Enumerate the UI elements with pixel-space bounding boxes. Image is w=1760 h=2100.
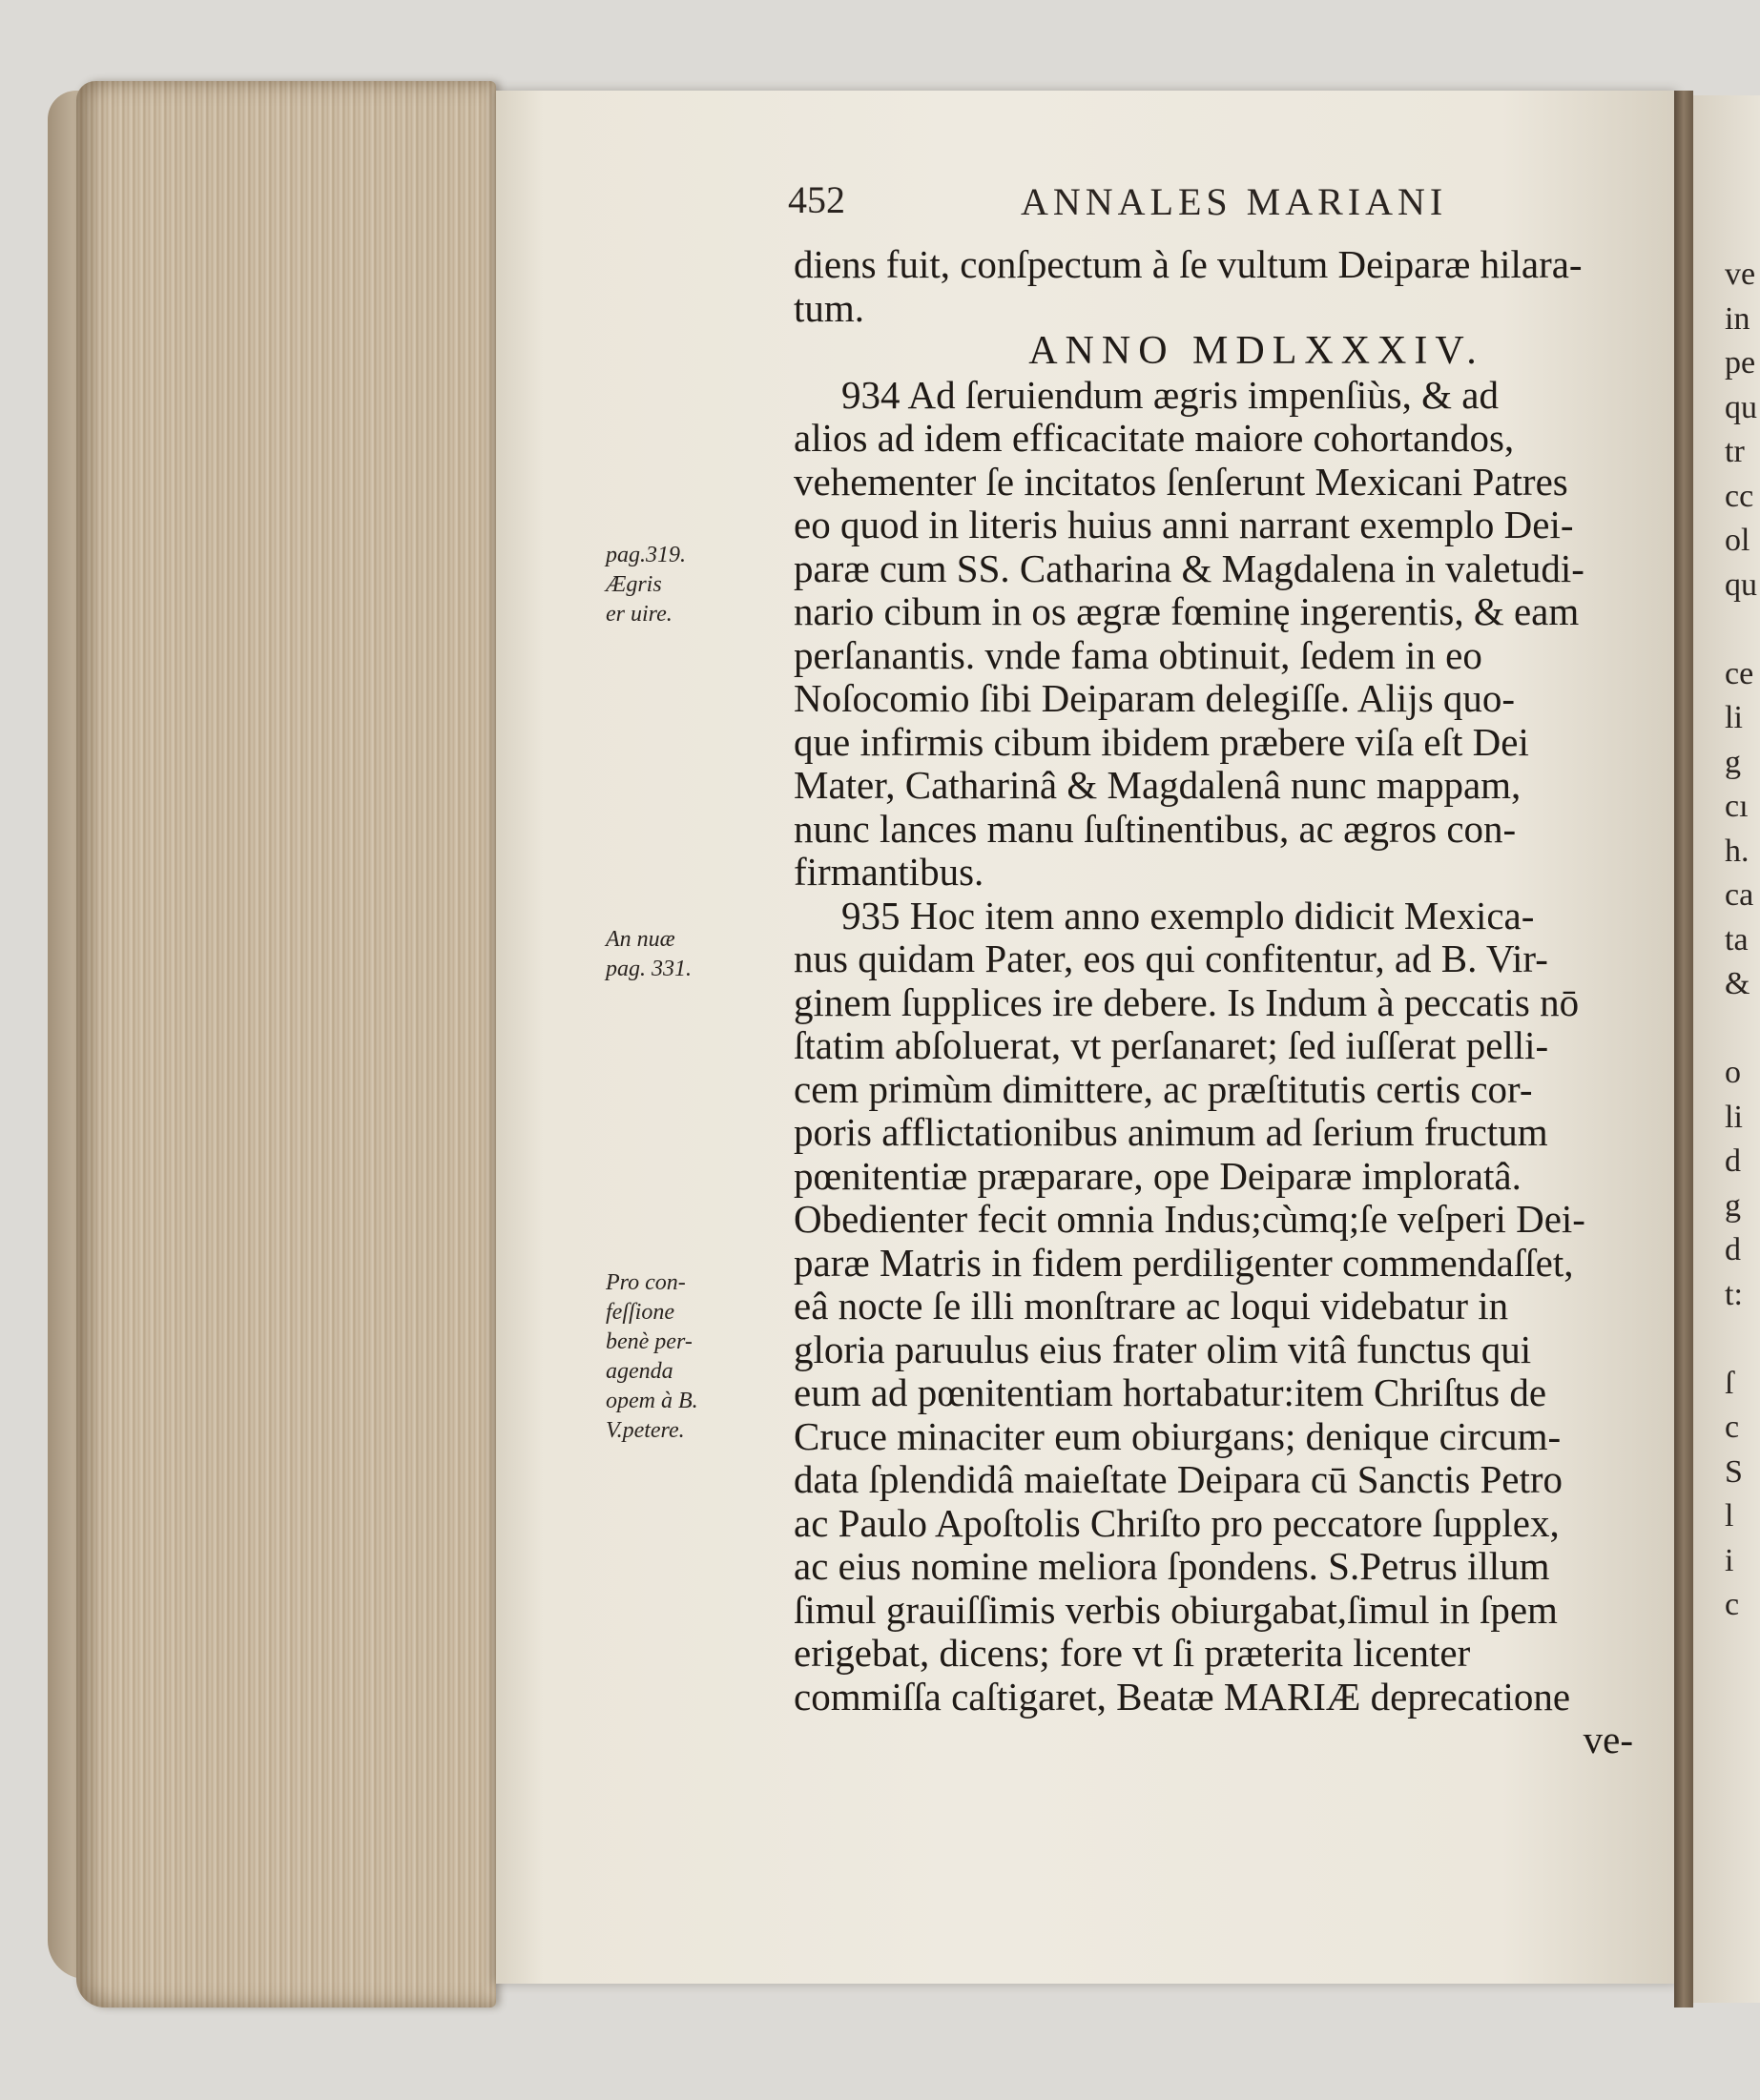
running-title: ANNALES MARIANI xyxy=(1021,180,1448,223)
text-line: vehementer ſe incitatos ſenſerunt Mexicani Patres xyxy=(794,459,1568,504)
right-page-fragment: h. xyxy=(1725,833,1750,869)
text-line: data ſplendidâ maieſtate Deipara cū Sanctis Petro xyxy=(794,1457,1563,1501)
margin-note-line: agenda xyxy=(606,1359,673,1384)
text-line: poris afflictationibus animum ad ſerium fructum xyxy=(794,1110,1548,1154)
right-page-fragment: ve xyxy=(1725,257,1756,292)
text-line: eo quod in literis huius anni narrant exemplo Dei- xyxy=(794,503,1574,546)
book-gutter xyxy=(1674,91,1693,2007)
margin-note-line: pag. 331. xyxy=(606,957,692,981)
text-line: pœnitentiæ præparare, ope Deiparæ imploratâ. xyxy=(794,1153,1522,1198)
right-page-fragment xyxy=(1725,607,1760,652)
page-number: 452 xyxy=(788,178,845,221)
right-page-fragment: cı xyxy=(1725,789,1749,824)
right-page-fragment: t: xyxy=(1725,1276,1743,1312)
text-line: alios ad idem efficacitate maiore cohortandos, xyxy=(794,416,1515,460)
text-line: nunc lances manu ſuſtinentibus, ac ægros con- xyxy=(794,806,1517,851)
margin-note-line: feſſione xyxy=(606,1300,674,1325)
right-page-fragment: ta xyxy=(1725,921,1749,957)
right-page-fragment: li xyxy=(1725,700,1743,735)
text-line: Mater, Catharinâ & Magdalenâ nunc mappam, xyxy=(794,763,1522,807)
margin-note-1 xyxy=(606,541,777,629)
text-line: ſtatim abſoluerat, vt perſanaret; ſed iuſſerat pelli- xyxy=(794,1023,1549,1067)
margin-note-line: Pro con- xyxy=(606,1270,686,1295)
right-page-fragment: tr xyxy=(1725,434,1745,469)
text-line: commiſſa caſtigaret, Beatæ MARIÆ deprecatione xyxy=(794,1674,1571,1719)
right-page-fragment: c xyxy=(1725,1410,1740,1445)
text-line: ac eius nomine meliora ſpondens. S.Petrus illum xyxy=(794,1544,1550,1588)
text-line: cem primùm dimittere, ac præſtitutis certis cor- xyxy=(794,1066,1533,1111)
text-line: diens fuit, conſpectum à ſe vultum Deiparæ hilara- xyxy=(794,242,1583,286)
right-page-fragment: qu xyxy=(1725,566,1757,603)
right-page-fragment: d xyxy=(1725,1232,1741,1267)
text-line: gloria paruulus eius frater olim vitâ functus qui xyxy=(794,1327,1532,1371)
year-heading: ANNO MDLXXXIV. xyxy=(1028,329,1484,373)
text-line: ac Paulo Apoſtolis Chriſto pro peccatore ſupplex, xyxy=(794,1500,1560,1545)
text-line: nario cibum in os ægræ fœminę ingerentis, & eam xyxy=(794,589,1580,633)
right-page-fragment: in xyxy=(1725,300,1750,337)
text-line: nus quidam Pater, eos qui confitentur, ad B. Vir- xyxy=(794,937,1548,980)
right-page-fragment: li xyxy=(1725,1099,1743,1135)
text-line: 935 Hoc item anno exemplo didicit Mexica- xyxy=(841,893,1535,937)
right-page-fragment: qu xyxy=(1725,389,1757,425)
right-page-fragment: g xyxy=(1725,1187,1741,1224)
catchword: ve- xyxy=(1583,1718,1633,1761)
text-line: eâ nocte ſe illi monſtrare ac loqui videbatur in xyxy=(794,1284,1509,1328)
text-line: Noſocomio ſibi Deiparam delegiſſe. Alijs quo- xyxy=(794,676,1516,720)
text-line: firmantibus. xyxy=(794,850,984,894)
right-page-fragment: c xyxy=(1725,1587,1740,1622)
right-page-fragment: i xyxy=(1725,1542,1734,1578)
text-line: erigebat, dicens; fore vt ſi præterita licenter xyxy=(794,1631,1471,1675)
page-edges xyxy=(76,81,496,2007)
margin-note-line: pag.319. xyxy=(606,543,686,567)
text-line: perſanantis. vnde fama obtinuit, ſedem in eo xyxy=(794,632,1482,677)
right-page-fragment: l xyxy=(1725,1498,1734,1534)
right-page-fragment xyxy=(1725,1317,1760,1362)
margin-note-line: opem à B. xyxy=(606,1389,698,1413)
text-line: que infirmis cibum ibidem præbere viſa eſt Dei xyxy=(794,719,1529,764)
body-text xyxy=(794,243,1662,1762)
right-page-fragment: ſ xyxy=(1725,1365,1734,1401)
margin-note-3 xyxy=(606,1268,777,1446)
right-page-fragments xyxy=(1725,253,1760,1628)
text-line: tum. xyxy=(794,285,865,330)
margin-note-line: benè per- xyxy=(606,1329,693,1354)
margin-note-line: Ægris xyxy=(606,572,662,597)
right-page-fragment: d xyxy=(1725,1143,1741,1179)
right-page-fragment: ce xyxy=(1725,655,1754,691)
text-line: paræ cum SS. Catharina & Magdalena in valetudi- xyxy=(794,546,1584,590)
text-line: eum ad pœnitentiam hortabatur:item Chriſtus de xyxy=(794,1370,1547,1414)
right-page-fragment: g xyxy=(1725,744,1741,780)
text-line: 934 Ad ſeruiendum ægris impenſiùs, & ad xyxy=(841,372,1499,417)
right-page-fragment xyxy=(1725,1007,1760,1052)
right-page-fragment: pe xyxy=(1725,345,1756,381)
margin-note-2 xyxy=(606,925,777,984)
text-line: Obedienter fecit omnia Indus;cùmq;ſe veſperi Dei- xyxy=(794,1197,1585,1241)
text-line: ſimul grauiſſimis verbis obiurgabat,ſimul in ſpem xyxy=(794,1587,1558,1632)
margin-note-line: An nuæ xyxy=(606,927,675,952)
right-page-fragment: ol xyxy=(1725,523,1750,558)
right-page-fragment: cc xyxy=(1725,478,1754,514)
right-page-fragment: ca xyxy=(1725,877,1754,913)
right-page-fragment: o xyxy=(1725,1055,1741,1090)
text-line: Cruce minaciter eum obiurgans; denique circum- xyxy=(794,1413,1562,1458)
right-page-fragment: S xyxy=(1725,1453,1743,1490)
right-page-fragment: & xyxy=(1725,966,1750,1001)
margin-note-line: er uire. xyxy=(606,602,673,627)
text-line: paræ Matris in fidem perdiligenter commendaſſet, xyxy=(794,1240,1574,1285)
text-line: ginem ſupplices ire debere. Is Indum à peccatis nō xyxy=(794,979,1580,1024)
margin-note-line: V.petere. xyxy=(606,1418,685,1443)
